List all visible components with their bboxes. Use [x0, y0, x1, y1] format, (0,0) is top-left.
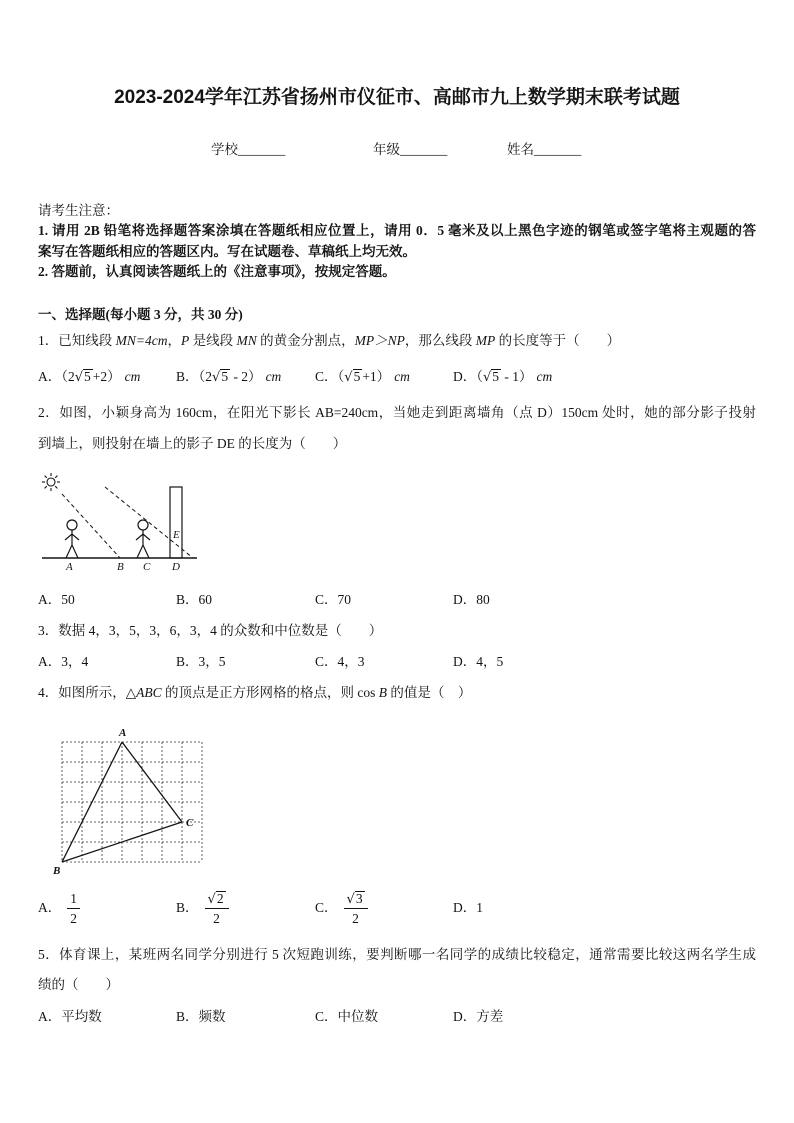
name-field: 姓名_______	[507, 142, 582, 157]
label-b: B	[117, 561, 124, 573]
unit: cm	[394, 369, 410, 384]
q4-text: 4．如图所示，△	[38, 685, 137, 700]
sun-icon	[42, 473, 60, 491]
q1-math: MN=4cm	[115, 333, 168, 348]
wall	[170, 487, 182, 558]
option-label: A．（2	[38, 369, 75, 384]
q1-option-d	[453, 368, 552, 386]
denominator: 2	[213, 910, 220, 926]
unit: cm	[265, 369, 282, 384]
person-at-c	[136, 520, 150, 558]
square-grid	[62, 742, 202, 862]
q4-options	[0, 888, 794, 928]
sqrt-sign: √	[346, 891, 355, 907]
radicand: 3	[355, 890, 363, 906]
q1-text: ，那么线段	[404, 333, 476, 348]
unit: cm	[536, 369, 553, 384]
sqrt-expression	[344, 368, 362, 386]
q5-option-a: A．平均数	[38, 1009, 102, 1024]
option-label: D．（	[453, 369, 483, 384]
numerator: 1	[67, 890, 80, 909]
option-rest: +1）	[362, 369, 391, 384]
vertex-label-b: B	[53, 865, 61, 877]
q1-option-a	[38, 368, 140, 386]
sqrt-sign: √	[212, 370, 221, 385]
q1-math: MP	[475, 333, 496, 348]
label-a: A	[66, 561, 73, 573]
numerator	[344, 890, 368, 909]
sqrt-expression	[347, 890, 365, 907]
shadow-figure	[38, 466, 200, 576]
q2-option-b: B．60	[176, 592, 213, 607]
denominator: 2	[352, 910, 359, 926]
q1-text: 是线段	[189, 333, 237, 348]
sqrt-expression	[75, 368, 93, 386]
option-label: C．	[315, 900, 338, 915]
question-4	[38, 684, 471, 702]
q5-options	[0, 1008, 794, 1026]
sqrt-sign: √	[207, 891, 216, 907]
grid-triangle-figure	[50, 722, 220, 878]
sqrt-expression	[483, 368, 501, 386]
section-heading: 一、选择题(每小题 3 分，共 30 分)	[38, 307, 243, 322]
q1-math: MP＞NP	[354, 333, 405, 348]
fraction	[344, 890, 368, 927]
q1-math: P	[180, 333, 190, 348]
notice-line-2: 案写在答题纸相应的答题区内。写在试题卷、草稿纸上均无效。	[38, 244, 416, 259]
q5-option-c: C．中位数	[315, 1009, 379, 1024]
numerator	[205, 890, 229, 909]
denominator: 2	[70, 910, 77, 926]
person-at-a	[65, 520, 79, 558]
q2-option-a: A．50	[38, 592, 75, 607]
fraction	[205, 890, 229, 927]
q3-option-c: C．4，3	[315, 654, 365, 669]
label-d: D	[172, 561, 180, 573]
q2-option-d: D．80	[453, 592, 490, 607]
q4-math: B	[378, 685, 388, 700]
question-5-line-1: 5．体育课上，某班两名同学分别进行 5 次短跑训练，要判断哪一名同学的成绩比较稳定，通常需要比较这两名学生成	[38, 947, 756, 962]
unit: cm	[124, 369, 141, 384]
school-field: 学校_______	[211, 142, 286, 157]
option-value: 1	[476, 900, 483, 915]
q4-option-b	[176, 888, 229, 928]
q2-options	[0, 591, 794, 609]
notice-heading: 请考生注意：	[38, 203, 119, 218]
q1-options	[0, 368, 794, 386]
question-1	[38, 332, 620, 350]
q4-option-c	[315, 888, 368, 928]
exam-title: 2023-2024学年江苏省扬州市仪征市、高邮市九上数学期末联考试题	[114, 87, 680, 108]
q1-option-c	[315, 368, 410, 386]
option-label: A．	[38, 900, 62, 915]
q3-option-b: B．3，5	[176, 654, 226, 669]
q4-option-a	[38, 888, 80, 928]
option-label: B．（2	[176, 369, 213, 384]
q4-text: 的值是（ ）	[387, 685, 472, 700]
question-2-line-1: 2．如图，小颖身高为 160cm，在阳光下影长 AB=240cm，当她走到距离墙角（点 D）150cm 处时，她的部分影子投射	[38, 405, 756, 420]
q3-options	[0, 653, 794, 671]
q1-text: 的长度等于（ ）	[495, 333, 621, 348]
q1-text: 的黄金分割点，	[256, 333, 355, 348]
sqrt-expression	[212, 368, 230, 386]
radicand: 5	[84, 369, 91, 384]
radicand: 2	[216, 890, 224, 906]
q5-option-b: B．频数	[176, 1009, 226, 1024]
sqrt-sign: √	[74, 370, 84, 385]
notice-line-3: 2. 答题前，认真阅读答题纸上的《注意事项》，按规定答题。	[38, 264, 396, 279]
q1-math: MN	[236, 333, 257, 348]
option-rest: +2）	[92, 369, 121, 384]
q1-text: 1．已知线段	[38, 333, 116, 348]
q1-option-b	[176, 368, 281, 386]
option-rest: - 2）	[230, 369, 262, 384]
q3-option-a: A．3，4	[38, 654, 89, 669]
sqrt-expression	[208, 890, 226, 907]
notice-line-1: 1. 请用 2B 铅笔将选择题答案涂填在答题纸相应位置上，请用 0．5 毫米及以上黑色字迹的钢笔或签字笔将主观题的答	[38, 223, 756, 238]
question-5-line-2: 绩的（ ）	[38, 977, 119, 992]
q5-option-d: D．方差	[453, 1009, 504, 1024]
radicand: 5	[221, 369, 229, 384]
label-c: C	[143, 561, 151, 573]
option-label: D．	[453, 900, 477, 915]
question-3: 3．数据 4，3，5，3，6，3，4 的众数和中位数是（ ）	[38, 623, 383, 638]
q4-option-d	[453, 888, 483, 928]
q1-text: ，	[167, 333, 181, 348]
sqrt-sign: √	[344, 370, 353, 385]
q2-option-c: C．70	[315, 592, 352, 607]
grade-field: 年级_______	[373, 142, 448, 157]
radicand: 5	[353, 369, 361, 384]
radicand: 5	[492, 369, 500, 384]
q3-option-d: D．4，5	[453, 654, 504, 669]
sqrt-sign: √	[483, 370, 492, 385]
question-2-line-2: 到墙上，则投射在墙上的影子 DE 的长度为（ ）	[38, 436, 347, 451]
option-rest: - 1）	[501, 369, 533, 384]
q4-math: ABC	[136, 685, 162, 700]
fraction	[67, 890, 80, 927]
option-label: C．（	[315, 369, 345, 384]
vertex-label-c: C	[186, 817, 194, 829]
label-e: E	[173, 529, 180, 541]
vertex-label-a: A	[119, 727, 127, 739]
q4-text: 的顶点是正方形网格的格点，则 cos	[161, 685, 379, 700]
option-label: B．	[176, 900, 199, 915]
